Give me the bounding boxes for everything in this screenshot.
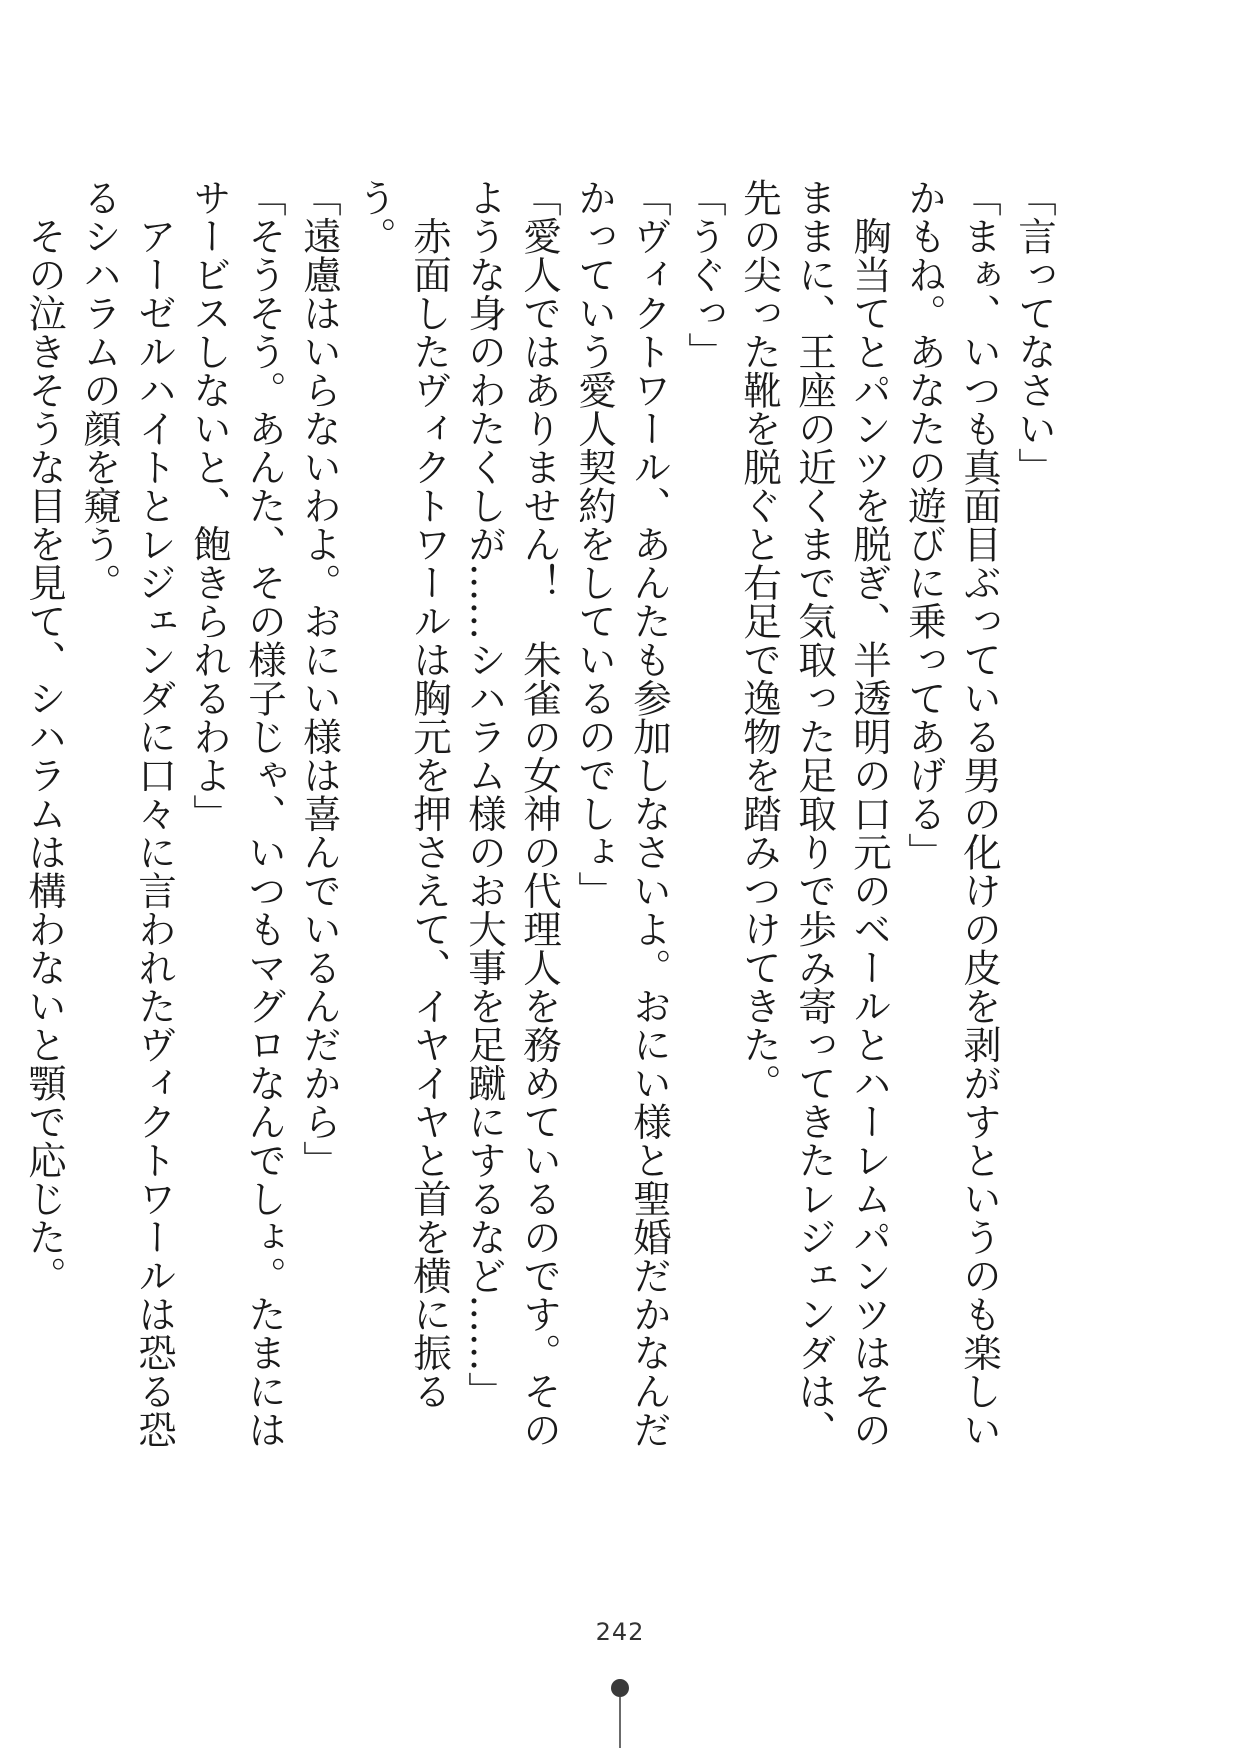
page-number: 242	[595, 1618, 645, 1646]
paragraph: 「そうそう。あんた、その様子じゃ、いつもマグロなんでしょ。たまにはサービスしないと、飽きられるわよ」	[187, 178, 287, 1449]
paragraph: 「まぁ、いつも真面目ぶっている男の化けの皮を剥がすというのも楽しいかもね。あなたの遊びに乗ってあげる」	[902, 178, 1002, 1449]
paragraph: 「ヴィクトワール、あんたも参加しなさいよ。おにい様と聖婚だかなんだかっていう愛人契約をしているのでしょ」	[572, 178, 672, 1449]
paragraph: アーゼルハイトとレジェンダに口々に言われたヴィクトワールは恐る恐るシハラムの顔を窺う。	[77, 178, 177, 1449]
paragraph: 「遠慮はいらないわよ。おにい様は喜んでいるんだから」	[297, 178, 342, 1179]
paragraph: 「うぐっ」	[682, 178, 727, 371]
page-marker-line	[619, 1697, 621, 1748]
paragraph: 「愛人ではありません！ 朱雀の女神の代理人を務めているのです。そのような身のわたくしが……シハラム様のお大事を足蹴にするなど……」	[462, 178, 562, 1449]
paragraph: その泣きそうな目を見て、シハラムは構わないと顎で応じた。	[22, 178, 67, 1295]
paragraph: 赤面したヴィクトワールは胸元を押さえて、イヤイヤと首を横に振るう。	[352, 178, 452, 1410]
page-marker-dot	[611, 1679, 629, 1697]
body-text	[22, 178, 1062, 1478]
paragraph: 胸当てとパンツを脱ぎ、半透明の口元のベールとハーレムパンツはそのままに、王座の近くまで気取った足取りで歩み寄ってきたレジェンダは、先の尖った靴を脱ぐと右足で逸物を踏みつけてきた。	[737, 178, 892, 1449]
paragraph: 「言ってなさい」	[1012, 178, 1057, 486]
